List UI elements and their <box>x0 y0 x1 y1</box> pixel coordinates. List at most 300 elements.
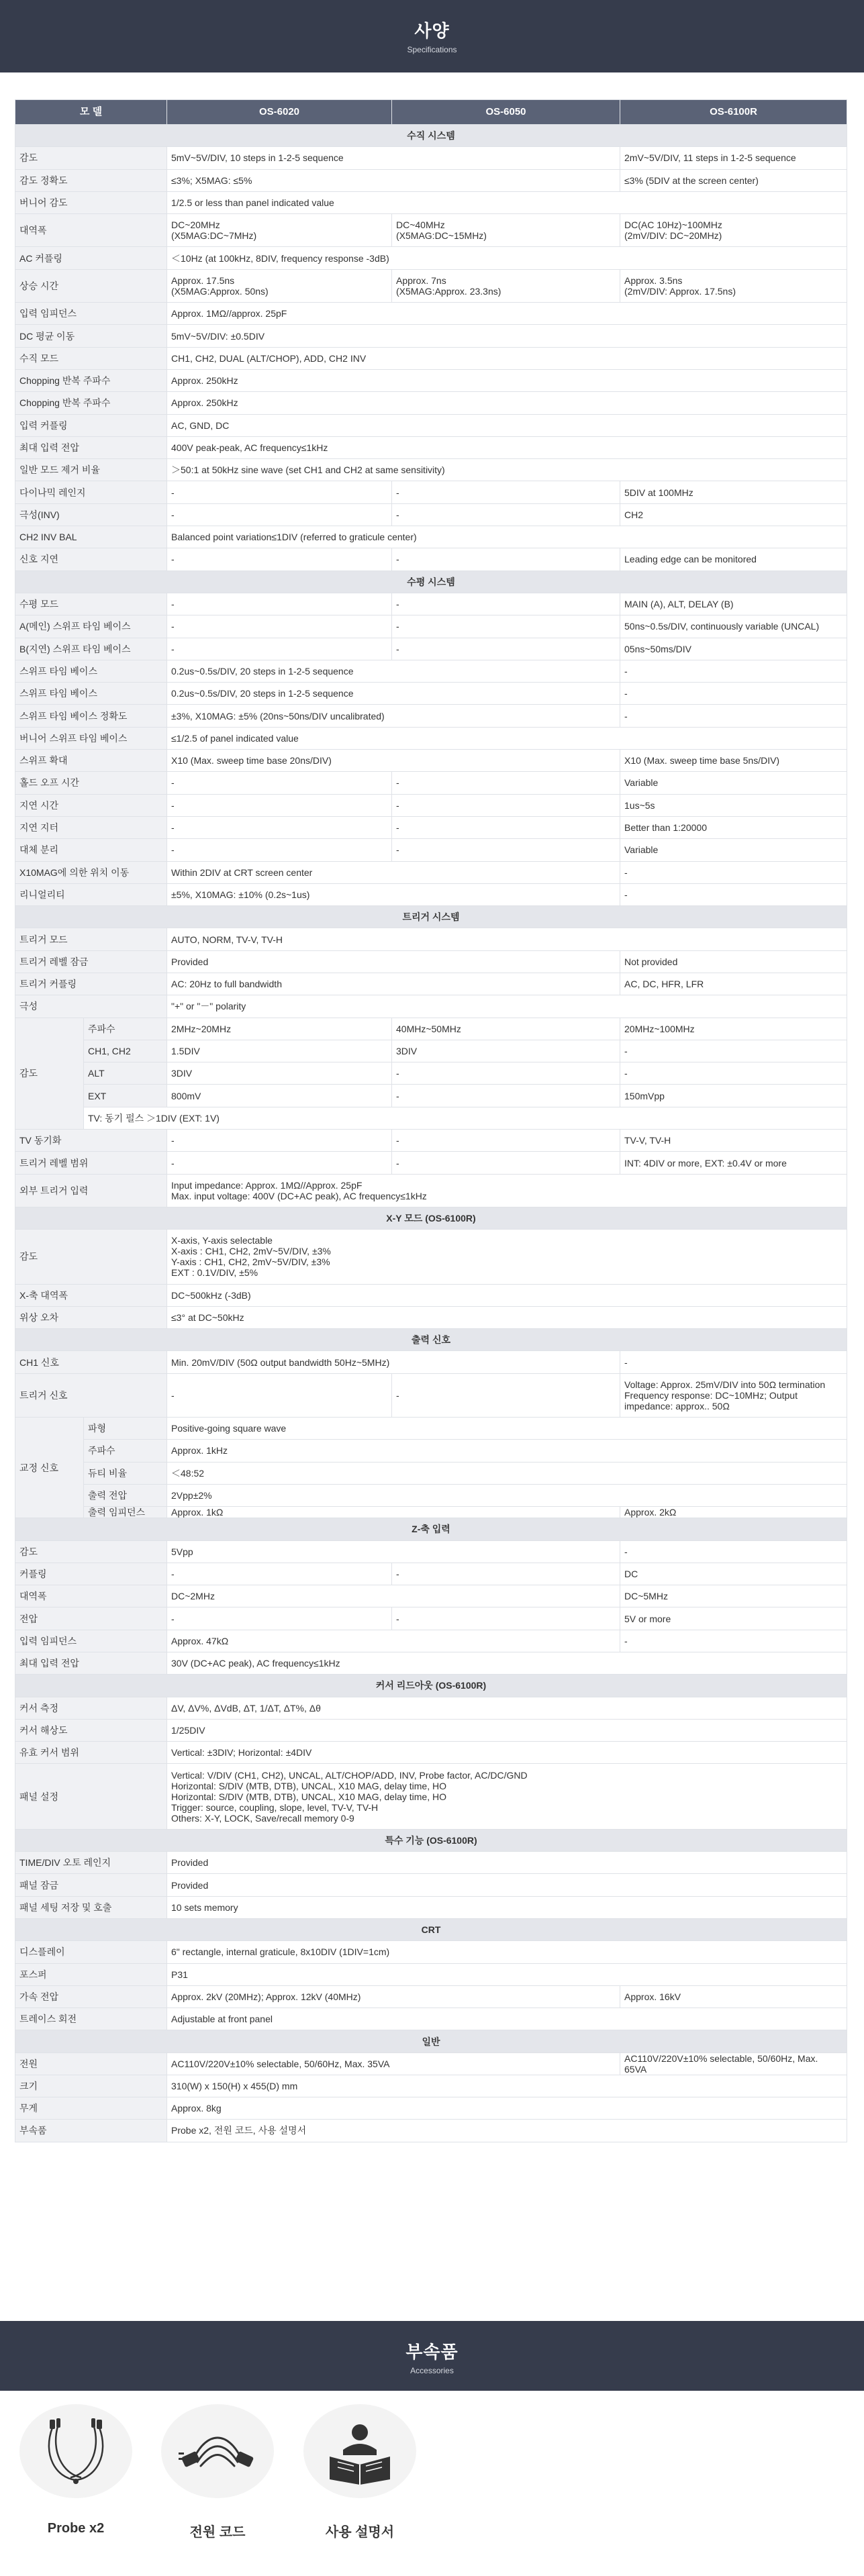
row-value: 5Vpp <box>167 1540 620 1563</box>
power-cord-icon <box>161 2404 274 2498</box>
row-value: Approx. 3.5ns (2mV/DIV: Approx. 17.5ns) <box>620 269 847 302</box>
row-sublabel: 출력 전압 <box>84 1484 167 1506</box>
row-value: - <box>167 503 392 526</box>
table-row <box>15 2075 847 2097</box>
row-value: 800mV <box>167 1085 392 1107</box>
table-row <box>15 1373 847 1417</box>
table-row <box>15 1152 847 1174</box>
row-label: 패널 잠금 <box>15 1874 167 1896</box>
column-header: 모 델 <box>15 100 167 125</box>
row-label: 포스퍼 <box>15 1963 167 1985</box>
table-row <box>15 1697 847 1719</box>
row-value: Approx. 250kHz <box>167 392 847 414</box>
page-title: 사양 <box>414 21 450 41</box>
section-header-row <box>15 571 847 593</box>
row-value: Adjustable at front panel <box>167 2008 847 2030</box>
row-value: 2mV~5V/DIV, 11 steps in 1-2-5 sequence <box>620 147 847 169</box>
section-title: Z-축 입력 <box>15 1518 847 1540</box>
section-title: 수직 시스템 <box>15 125 847 147</box>
row-value: DC~2MHz <box>167 1585 620 1607</box>
row-value: Better than 1:20000 <box>620 816 847 838</box>
row-value: Approx. 1MΩ//approx. 25pF <box>167 303 847 325</box>
row-value: 5mV~5V/DIV, 10 steps in 1-2-5 sequence <box>167 147 620 169</box>
row-label: Chopping 반복 주파수 <box>15 392 167 414</box>
section-header-row <box>15 906 847 928</box>
row-label: A(메인) 스위프 타임 베이스 <box>15 615 167 638</box>
accessories-subtitle: Accessories <box>410 2366 454 2375</box>
row-value: 1.5DIV <box>167 1040 392 1062</box>
row-value: - <box>167 481 392 503</box>
row-label: 입력 임피던스 <box>15 303 167 325</box>
row-value: - <box>167 593 392 615</box>
table-row <box>15 1874 847 1896</box>
column-header: OS-6020 <box>167 100 392 125</box>
table-row <box>15 1284 847 1306</box>
accessory-label: 사용 설명서 <box>325 2525 395 2540</box>
row-label: Chopping 반복 주파수 <box>15 369 167 391</box>
row-value: - <box>620 861 847 883</box>
row-label: 버니어 감도 <box>15 191 167 213</box>
table-row <box>15 347 847 369</box>
row-value: Approx. 2kΩ <box>620 1507 847 1518</box>
accessory-item <box>293 2404 427 2540</box>
table-row <box>15 169 847 191</box>
table-row <box>15 1585 847 1607</box>
row-value: Approx. 250kHz <box>167 369 847 391</box>
row-label: 트레이스 회전 <box>15 2008 167 2030</box>
row-value: 20MHz~100MHz <box>620 1018 847 1040</box>
row-value: Approx. 47kΩ <box>167 1630 620 1652</box>
row-label: 디스플레이 <box>15 1941 167 1963</box>
row-label: 대체 분리 <box>15 839 167 861</box>
row-value: - <box>620 705 847 727</box>
row-value: "+" or "－" polarity <box>167 995 847 1018</box>
row-value: AC110V/220V±10% selectable, 50/60Hz, Max. 35VA <box>167 2052 620 2075</box>
section-title: 수평 시스템 <box>15 571 847 593</box>
row-value: - <box>167 615 392 638</box>
row-sublabel: 주파수 <box>84 1440 167 1462</box>
row-value: - <box>167 1563 392 1585</box>
row-value: - <box>167 839 392 861</box>
accessories-title: 부속품 <box>405 2342 459 2362</box>
table-row <box>15 481 847 503</box>
table-row <box>15 1306 847 1328</box>
row-value: P31 <box>167 1963 847 1985</box>
table-row <box>15 2008 847 2030</box>
row-label: 극성 <box>15 995 167 1018</box>
row-label: 크기 <box>15 2075 167 2097</box>
table-row <box>15 861 847 883</box>
table-row <box>15 950 847 973</box>
table-row <box>15 1484 847 1506</box>
row-value: - <box>392 481 620 503</box>
row-value: ＜48:52 <box>167 1462 847 1484</box>
row-label: 최대 입력 전압 <box>15 1652 167 1675</box>
row-sublabel: 주파수 <box>84 1018 167 1040</box>
row-value: 1/25DIV <box>167 1719 847 1741</box>
row-value: Min. 20mV/DIV (50Ω output bandwidth 50Hz~5MHz) <box>167 1351 620 1373</box>
row-value: X10 (Max. sweep time base 5ns/DIV) <box>620 750 847 772</box>
table-row <box>15 2097 847 2120</box>
row-value: CH2 <box>620 503 847 526</box>
row-label: 입력 임피던스 <box>15 1630 167 1652</box>
table-row <box>15 995 847 1018</box>
row-label: 버니어 스위프 타임 베이스 <box>15 727 167 749</box>
row-value: - <box>392 1062 620 1085</box>
row-value: - <box>392 1373 620 1417</box>
row-value: DC <box>620 1563 847 1585</box>
table-row <box>15 2052 847 2075</box>
table-row <box>15 660 847 682</box>
table-row <box>15 928 847 950</box>
table-row <box>15 503 847 526</box>
row-value: - <box>392 772 620 794</box>
row-label: X10MAG에 의한 위치 이동 <box>15 861 167 883</box>
table-row <box>15 325 847 347</box>
row-value: 30V (DC+AC peak), AC frequency≤1kHz <box>167 1652 847 1675</box>
table-row <box>15 794 847 816</box>
table-row <box>15 526 847 548</box>
row-value: - <box>392 1563 620 1585</box>
row-sublabel: TV: 동기 펄스 ＞1DIV (EXT: 1V) <box>84 1107 847 1129</box>
table-row <box>15 1652 847 1675</box>
row-value: - <box>392 1085 620 1107</box>
row-label: 부속품 <box>15 2120 167 2142</box>
row-value: 3DIV <box>167 1062 392 1085</box>
row-value: - <box>392 593 620 615</box>
row-label: 상승 시간 <box>15 269 167 302</box>
row-label: 무게 <box>15 2097 167 2120</box>
row-label: 전압 <box>15 1607 167 1630</box>
row-label: 감도 <box>15 147 167 169</box>
table-row <box>15 839 847 861</box>
section-header-row <box>15 1207 847 1229</box>
row-label: 외부 트리거 입력 <box>15 1174 167 1207</box>
row-label: 커서 해상도 <box>15 1719 167 1741</box>
row-value: ≤3%; X5MAG: ≤5% <box>167 169 620 191</box>
table-row <box>15 883 847 905</box>
row-label: 대역폭 <box>15 214 167 247</box>
row-label: 감도 <box>15 1230 167 1284</box>
row-label: 지연 시간 <box>15 794 167 816</box>
row-value: Probe x2, 전원 코드, 사용 설명서 <box>167 2120 847 2142</box>
accessory-item <box>9 2404 143 2536</box>
row-value: - <box>167 1130 392 1152</box>
row-label: DC 평균 이동 <box>15 325 167 347</box>
table-row <box>15 2120 847 2142</box>
row-label: 지연 지터 <box>15 816 167 838</box>
table-row <box>15 436 847 458</box>
table-row <box>15 1018 847 1040</box>
row-value: DC~5MHz <box>620 1585 847 1607</box>
row-label: TV 동기화 <box>15 1130 167 1152</box>
row-value: Balanced point variation≤1DIV (referred to graticule center) <box>167 526 847 548</box>
row-value: AC: 20Hz to full bandwidth <box>167 973 620 995</box>
row-value: X-axis, Y-axis selectable X-axis : CH1, CH2, 2mV~5V/DIV, ±3% Y-axis : CH1, CH2, 2mV~5V/DIV, ±3% EXT : 0.1V/DIV, ±5% <box>167 1230 847 1284</box>
row-value: AC, GND, DC <box>167 414 847 436</box>
row-label: CH1 신호 <box>15 1351 167 1373</box>
row-value: ＞50:1 at 50kHz sine wave (set CH1 and CH2 at same sensitivity) <box>167 459 847 481</box>
accessory-label: 전원 코드 <box>189 2525 246 2540</box>
row-sublabel: CH1, CH2 <box>84 1040 167 1062</box>
row-label: 수직 모드 <box>15 347 167 369</box>
row-value: Positive-going square wave <box>167 1418 847 1440</box>
row-value: - <box>392 1607 620 1630</box>
row-value: ±3%, X10MAG: ±5% (20ns~50ns/DIV uncalibrated) <box>167 705 620 727</box>
table-row <box>15 1607 847 1630</box>
row-value: Approx. 1kHz <box>167 1440 847 1462</box>
table-row <box>15 247 847 269</box>
row-value: - <box>392 1152 620 1174</box>
table-row <box>15 1963 847 1985</box>
row-label: 스위프 타임 베이스 <box>15 683 167 705</box>
row-value: 150mVpp <box>620 1085 847 1107</box>
table-row <box>15 1852 847 1874</box>
row-value: DC~40MHz (X5MAG:DC~15MHz) <box>392 214 620 247</box>
section-title: 특수 기능 (OS-6100R) <box>15 1829 847 1851</box>
row-label: 수평 모드 <box>15 593 167 615</box>
row-value: Variable <box>620 772 847 794</box>
row-value: 1us~5s <box>620 794 847 816</box>
row-value: INT: 4DIV or more, EXT: ±0.4V or more <box>620 1152 847 1174</box>
section-header-row <box>15 1518 847 1540</box>
row-value: - <box>620 883 847 905</box>
row-value: 5DIV at 100MHz <box>620 481 847 503</box>
table-row <box>15 1418 847 1440</box>
table-row <box>15 1351 847 1373</box>
table-row <box>15 1107 847 1129</box>
row-label: 다이나믹 레인지 <box>15 481 167 503</box>
table-row <box>15 638 847 660</box>
probe-icon <box>19 2404 132 2498</box>
section-title: CRT <box>15 1918 847 1940</box>
row-value: - <box>167 1152 392 1174</box>
table-row <box>15 459 847 481</box>
row-value: ≤1/2.5 of panel indicated value <box>167 727 847 749</box>
table-row <box>15 1742 847 1764</box>
accessory-label: Probe x2 <box>47 2521 105 2536</box>
page-subtitle: Specifications <box>407 45 457 54</box>
row-label: 트리거 레벨 범위 <box>15 1152 167 1174</box>
section-header-row <box>15 1675 847 1697</box>
section-title: 커서 리드아웃 (OS-6100R) <box>15 1675 847 1697</box>
table-row <box>15 1230 847 1284</box>
section-header-row <box>15 1918 847 1940</box>
table-row <box>15 593 847 615</box>
row-value: Variable <box>620 839 847 861</box>
table-row <box>15 303 847 325</box>
accessory-item <box>150 2404 285 2540</box>
row-label: 유효 커서 범위 <box>15 1742 167 1764</box>
row-sublabel: 듀티 비율 <box>84 1462 167 1484</box>
row-value: - <box>620 1630 847 1652</box>
section-header-row <box>15 125 847 147</box>
manual-icon <box>303 2404 416 2498</box>
row-value: Approx. 1kΩ <box>167 1507 620 1518</box>
table-row <box>15 1174 847 1207</box>
row-label: 위상 오차 <box>15 1306 167 1328</box>
row-value: - <box>392 816 620 838</box>
row-value: 5V or more <box>620 1607 847 1630</box>
row-value: 40MHz~50MHz <box>392 1018 620 1040</box>
section-title: 출력 신호 <box>15 1329 847 1351</box>
table-row <box>15 772 847 794</box>
table-row <box>15 214 847 247</box>
row-value: - <box>167 1607 392 1630</box>
table-row <box>15 414 847 436</box>
row-value: Vertical: ±3DIV; Horizontal: ±4DIV <box>167 1742 847 1764</box>
row-label: TIME/DIV 오토 레인지 <box>15 1852 167 1874</box>
row-label: 입력 커플링 <box>15 414 167 436</box>
accessories-list <box>0 2404 864 2576</box>
row-label: 트리거 신호 <box>15 1373 167 1417</box>
row-value: Leading edge can be monitored <box>620 548 847 571</box>
section-title: 일반 <box>15 2030 847 2052</box>
row-value: 05ns~50ms/DIV <box>620 638 847 660</box>
row-value: - <box>620 1351 847 1373</box>
table-row <box>15 683 847 705</box>
section-header-row <box>15 2030 847 2052</box>
row-label: 트리거 모드 <box>15 928 167 950</box>
row-value: Provided <box>167 1852 847 1874</box>
table-row <box>15 1040 847 1062</box>
row-value: - <box>392 1130 620 1152</box>
row-value: MAIN (A), ALT, DELAY (B) <box>620 593 847 615</box>
table-row <box>15 1085 847 1107</box>
row-value: TV-V, TV-H <box>620 1130 847 1152</box>
table-row <box>15 1764 847 1829</box>
table-row <box>15 1719 847 1741</box>
row-value: - <box>620 1062 847 1085</box>
row-label: 커서 측정 <box>15 1697 167 1719</box>
table-row <box>15 1985 847 2008</box>
column-header: OS-6100R <box>620 100 847 125</box>
table-row <box>15 1462 847 1484</box>
row-value: - <box>167 816 392 838</box>
specifications-banner <box>0 0 864 72</box>
row-value: - <box>392 794 620 816</box>
row-value: 5mV~5V/DIV: ±0.5DIV <box>167 325 847 347</box>
row-label: 감도 정확도 <box>15 169 167 191</box>
row-value: 3DIV <box>392 1040 620 1062</box>
row-value: - <box>167 772 392 794</box>
section-title: X-Y 모드 (OS-6100R) <box>15 1207 847 1229</box>
row-value: 10 sets memory <box>167 1896 847 1918</box>
table-row <box>15 392 847 414</box>
row-label: 패널 설정 <box>15 1764 167 1829</box>
table-row <box>15 816 847 838</box>
row-value: Approx. 17.5ns (X5MAG:Approx. 50ns) <box>167 269 392 302</box>
row-value: - <box>392 615 620 638</box>
row-value: AUTO, NORM, TV-V, TV-H <box>167 928 847 950</box>
row-value: 50ns~0.5s/DIV, continuously variable (UNCAL) <box>620 615 847 638</box>
row-value: - <box>620 660 847 682</box>
row-label: 극성(INV) <box>15 503 167 526</box>
row-value: ΔV, ΔV%, ΔVdB, ΔT, 1/ΔT, ΔT%, Δθ <box>167 1697 847 1719</box>
table-row <box>15 269 847 302</box>
table-row <box>15 1062 847 1085</box>
row-value: - <box>392 548 620 571</box>
accessories-banner <box>0 2321 864 2391</box>
section-title: 트리거 시스템 <box>15 906 847 928</box>
table-row <box>15 1630 847 1652</box>
table-row <box>15 705 847 727</box>
row-value: ＜10Hz (at 100kHz, 8DIV, frequency response -3dB) <box>167 247 847 269</box>
row-label: 스위프 확대 <box>15 750 167 772</box>
row-value: Approx. 2kV (20MHz); Approx. 12kV (40MHz) <box>167 1985 620 2008</box>
row-value: - <box>392 638 620 660</box>
row-value: 310(W) x 150(H) x 455(D) mm <box>167 2075 847 2097</box>
row-value: CH1, CH2, DUAL (ALT/CHOP), ADD, CH2 INV <box>167 347 847 369</box>
row-value: 0.2us~0.5s/DIV, 20 steps in 1-2-5 sequence <box>167 660 620 682</box>
row-value: - <box>392 839 620 861</box>
row-label: 교정 신호 <box>15 1418 84 1518</box>
row-value: - <box>620 1540 847 1563</box>
row-label: 가속 전압 <box>15 1985 167 2008</box>
table-row <box>15 1540 847 1563</box>
row-value: - <box>167 638 392 660</box>
row-value: - <box>167 1373 392 1417</box>
specifications-table <box>15 99 847 2142</box>
table-row <box>15 191 847 213</box>
row-value: Provided <box>167 1874 847 1896</box>
table-row <box>15 1130 847 1152</box>
table-row <box>15 615 847 638</box>
row-value: - <box>167 794 392 816</box>
row-value: AC110V/220V±10% selectable, 50/60Hz, Max. 65VA <box>620 2052 847 2075</box>
row-value: DC~500kHz (-3dB) <box>167 1284 847 1306</box>
row-value: Not provided <box>620 950 847 973</box>
row-value: 6" rectangle, internal graticule, 8x10DIV (1DIV=1cm) <box>167 1941 847 1963</box>
row-label: 일반 모드 제거 비율 <box>15 459 167 481</box>
section-header-row <box>15 1829 847 1851</box>
row-label: 감도 <box>15 1018 84 1129</box>
row-value: DC(AC 10Hz)~100MHz (2mV/DIV: DC~20MHz) <box>620 214 847 247</box>
row-value: Within 2DIV at CRT screen center <box>167 861 620 883</box>
row-label: B(지연) 스위프 타임 베이스 <box>15 638 167 660</box>
row-label: 전원 <box>15 2052 167 2075</box>
table-row <box>15 1941 847 1963</box>
row-label: AC 커플링 <box>15 247 167 269</box>
row-value: 2MHz~20MHz <box>167 1018 392 1040</box>
row-value: ±5%, X10MAG: ±10% (0.2s~1us) <box>167 883 620 905</box>
row-sublabel: ALT <box>84 1062 167 1085</box>
row-label: 홀드 오프 시간 <box>15 772 167 794</box>
row-value: Vertical: V/DIV (CH1, CH2), UNCAL, ALT/CHOP/ADD, INV, Probe factor, AC/DC/GND Horizontal: S/DIV (MTB, DTB), UNCAL, X10 MAG, delay time, HO Horizontal: S/DIV (MTB, DTB), UNCAL, X10 MAG, delay time, HO Trigger: source, coupling, slope, level, TV-V, TV-H Others: X-Y, LOCK, Save/recall memory 0-9 <box>167 1764 847 1829</box>
row-label: X-축 대역폭 <box>15 1284 167 1306</box>
row-label: CH2 INV BAL <box>15 526 167 548</box>
row-label: 리니얼리티 <box>15 883 167 905</box>
table-row <box>15 973 847 995</box>
row-value: - <box>620 1040 847 1062</box>
row-label: 감도 <box>15 1540 167 1563</box>
row-value: 0.2us~0.5s/DIV, 20 steps in 1-2-5 sequence <box>167 683 620 705</box>
row-value: Approx. 7ns (X5MAG:Approx. 23.3ns) <box>392 269 620 302</box>
row-value: - <box>620 683 847 705</box>
row-label: 스위프 타임 베이스 <box>15 660 167 682</box>
column-header: OS-6050 <box>392 100 620 125</box>
row-value: Voltage: Approx. 25mV/DIV into 50Ω termination Frequency response: DC~10MHz; Output impedance: approx.. 50Ω <box>620 1373 847 1417</box>
table-header-row <box>15 100 847 125</box>
row-value: 400V peak-peak, AC frequency≤1kHz <box>167 436 847 458</box>
row-value: DC~20MHz (X5MAG:DC~7MHz) <box>167 214 392 247</box>
row-label: 트리거 커플링 <box>15 973 167 995</box>
row-sublabel: 파형 <box>84 1418 167 1440</box>
table-row <box>15 1896 847 1918</box>
table-row <box>15 1563 847 1585</box>
row-label: 커플링 <box>15 1563 167 1585</box>
table-row <box>15 147 847 169</box>
